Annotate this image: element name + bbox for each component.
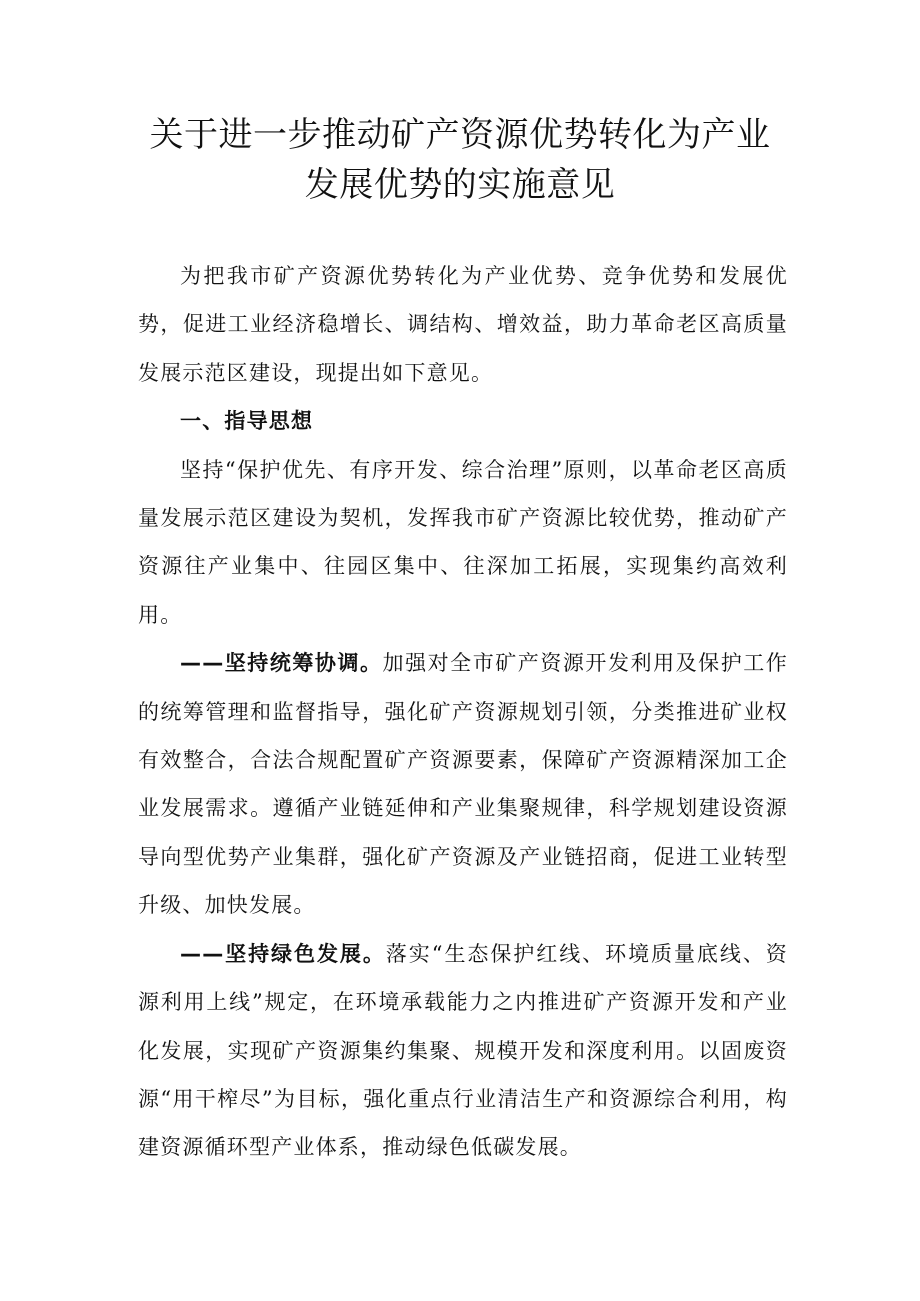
section-1-heading: 一、指导思想: [180, 409, 314, 434]
intro-paragraph: 为把我市矿产资源优势转化为产业优势、竞争优势和发展优势，促进工业经济稳增长、调结构、增效益，助力革命老区高质量发展示范区建设，现提出如下意见。: [138, 264, 788, 385]
principle-green-text: 落实“生态保护红线、环境质量底线、资源利用上线”规定，在环境承载能力之内推进矿产资源开发和产业化发展，实现矿产资源集约集聚、规模开发和深度利用。以固废资源“用干榨尽”为目标，强化重点行业清洁生产和资源综合利用，构建资源循环型产业体系，推动绿色低碳发展。: [138, 941, 788, 1160]
principle-coordination-lead: ——坚持统筹协调。: [180, 651, 383, 676]
principle-green-paragraph: [138, 930, 788, 1172]
document-title-line-1: 关于进一步推动矿产资源优势转化为产业: [149, 115, 771, 155]
principle-coordination-paragraph: [138, 639, 788, 929]
principle-coordination-text: 加强对全市矿产资源开发利用及保护工作的统筹管理和监督指导，强化矿产资源规划引领，分类推进矿业权有效整合，合法合规配置矿产资源要素，保障矿产资源精深加工企业发展需求。遵循产业链延伸和产业集聚规律，科学规划建设资源导向型优势产业集群，强化矿产资源及产业链招商，促进工业转型升级、加快发展。: [138, 651, 788, 918]
principle-green-lead: ——坚持绿色发展。: [180, 941, 386, 966]
section-1-paragraph: 坚持“保护优先、有序开发、综合治理”原则，以革命老区高质量发展示范区建设为契机，发挥我市矿产资源比较优势，推动矿产资源往产业集中、往园区集中、往深加工拓展，实现集约高效利用。: [138, 457, 788, 627]
document-body: [138, 252, 788, 1172]
document-title-line-2: 发展优势的实施意见: [304, 165, 616, 205]
